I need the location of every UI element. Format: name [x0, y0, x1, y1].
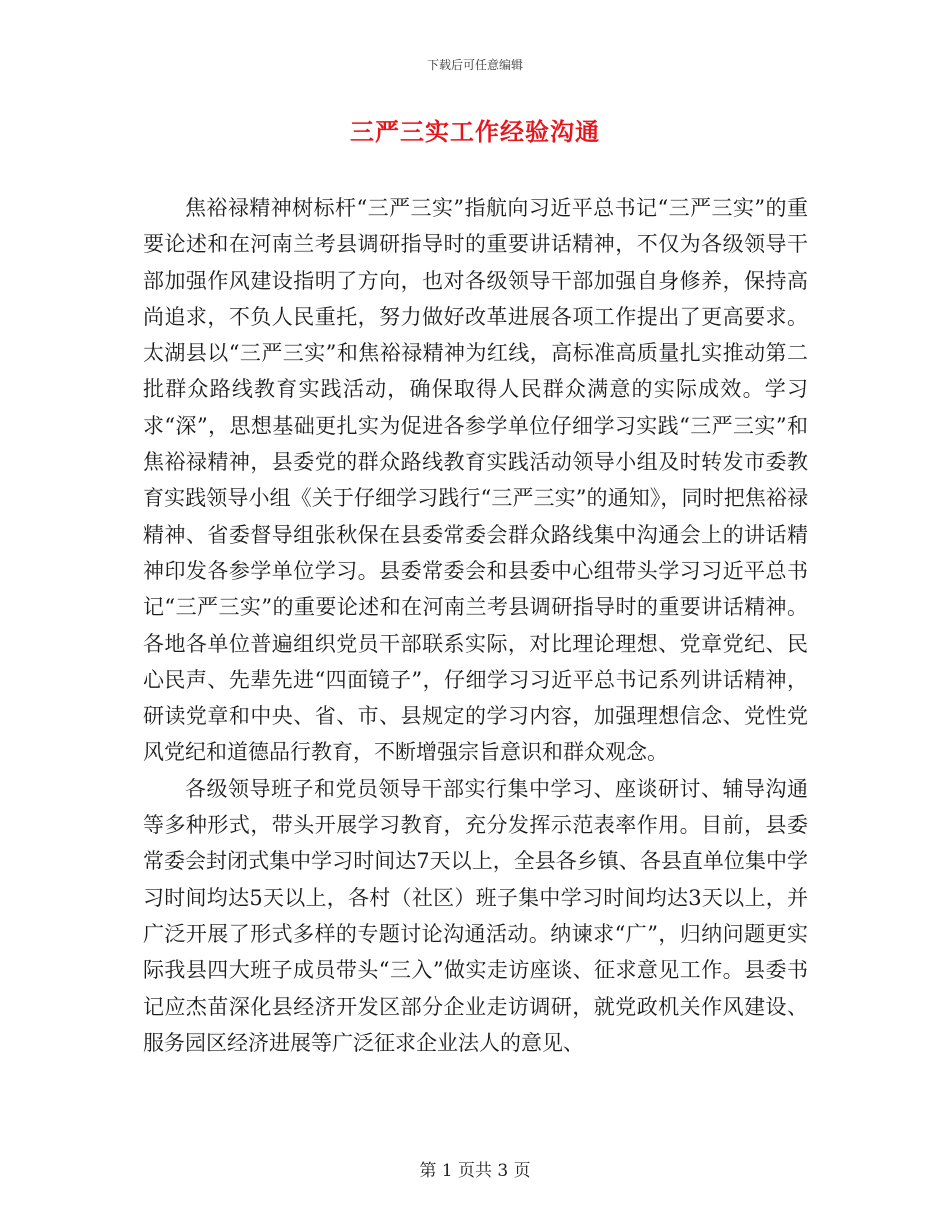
page-number: 第 1 页共 3 页: [419, 1161, 531, 1181]
document-body: [143, 190, 808, 1061]
document-title: 三严三实工作经验沟通: [350, 117, 600, 146]
paragraph-1: 焦裕禄精神树标杆“三严三实”指航向习近平总书记“三严三实”的重要论述和在河南兰考县调研指导时的重要讲话精神，不仅为各级领导干部加强作风建设指明了方向，也对各级领导干部加强自身修养，保持高尚追求，不负人民重托，努力做好改革进展各项工作提出了更高要求。太湖县以“三严三实”和焦裕禄精神为红线，高标准高质量扎实推动第二批群众路线教育实践活动，确保取得人民群众满意的实际成效。学习求“深”，思想基础更扎实为促进各参学单位仔细学习实践“三严三实”和焦裕禄精神，县委党的群众路线教育实践活动领导小组及时转发市委教育实践领导小组《关于仔细学习践行“三严三实”的通知》，同时把焦裕禄精神、省委督导组张秋保在县委常委会群众路线集中沟通会上的讲话精神印发各参学单位学习。县委常委会和县委中心组带头学习习近平总书记“三严三实”的重要论述和在河南兰考县调研指导时的重要讲话精神。各地各单位普遍组织党员干部联系实际，对比理论理想、党章党纪、民心民声、先辈先进“四面镜子”，仔细学习习近平总书记系列讲话精神，研读党章和中央、省、市、县规定的学习内容，加强理想信念、党性党风党纪和道德品行教育，不断增强宗旨意识和群众观念。: [143, 196, 808, 765]
page-header-note: 下载后可任意编辑: [426, 58, 523, 72]
paragraph-2: 各级领导班子和党员领导干部实行集中学习、座谈研讨、辅导沟通等多种形式，带头开展学习教育，充分发挥示范表率作用。目前，县委常委会封闭式集中学习时间达7天以上，全县各乡镇、各县直单位集中学习时间均达5天以上，各村（社区）班子集中学习时间均达3天以上，并广泛开展了形式多样的专题讨论沟通活动。纳谏求“广”，归纳问题更实际我县四大班子成员带头“三入”做实走访座谈、征求意见工作。县委书记应杰苗深化县经济开发区部分企业走访调研，就党政机关作风建设、服务园区经济进展等广泛征求企业法人的意见、: [143, 776, 808, 1055]
